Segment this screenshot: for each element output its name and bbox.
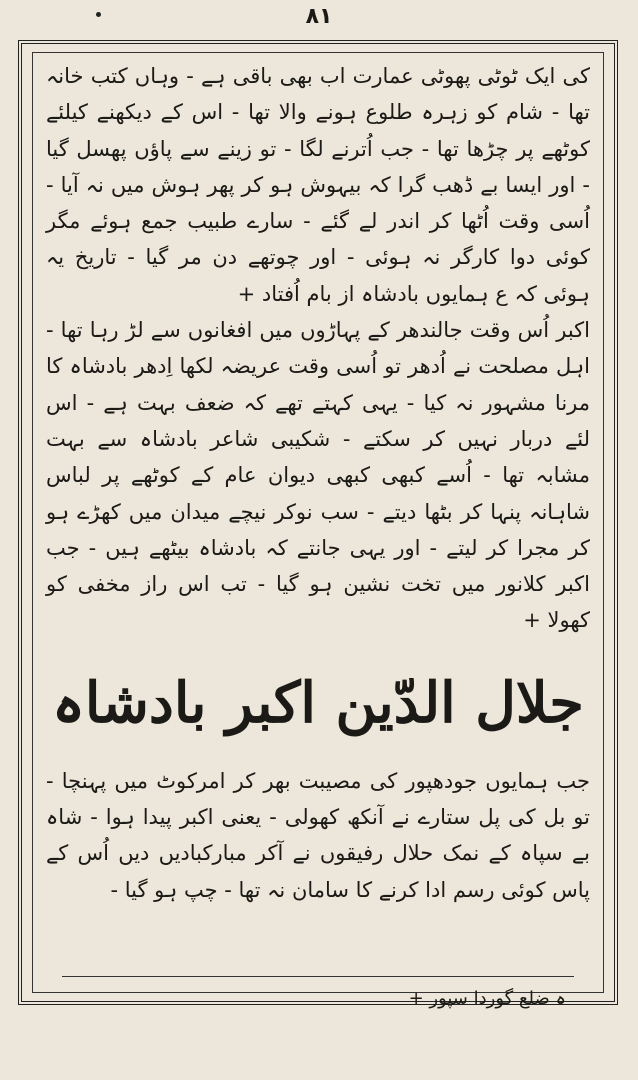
page-border bbox=[18, 40, 618, 1009]
ink-speck bbox=[96, 12, 101, 17]
footnote-divider bbox=[62, 976, 574, 977]
paragraph-2: اکبر اُس وقت جالندھر کے پہاڑوں میں افغانوں سے لڑ رہا تھا - اہل مصلحت نے اُدھر تو اُسی وقت عریضہ لکھا اِدھر بادشاہ کا مرنا مشہور نہ کیا - یہی کہتے تھے کہ ضعف بہت ہے - اس لئے دربار نہیں کر سکتے - شکیبی شاعر بادشاہ سے بہت مشابہ تھا - اُسے کبھی کبھی دیوان عام کے کوٹھے پر لباس شاہانہ پنہا کر بٹھا دیتے - سب نوکر نیچے میدان میں کھڑے ہو کر مجرا کر لیتے - اور یہی جانتے کہ بادشاہ بیٹھے ہیں - جب اکبر کلانور میں تخت نشین ہو گیا - تب اس راز مخفی کو کھولا + bbox=[46, 318, 590, 633]
page-number: ۸۱ bbox=[305, 4, 333, 29]
chapter-heading: جلال الدّین اکبر بادشاہ bbox=[52, 669, 584, 736]
paragraph-1: کی ایک ٹوٹی پھوٹی عمارت اب بھی باقی ہے - وہاں کتب خانہ تھا - شام کو زہرہ طلوع ہونے والا تھا - اس کے دیکھنے کیلئے کوٹھے پر چڑھا تھا - جب اُترنے لگا - تو زینے سے پاؤں پھسل گیا - اور ایسا بے ڈھب گرا کہ بیہوش ہو کر پھر ہوش میں نہ آیا - اُسی وقت اُٹھا کر اندر لے گئے - سارے طبیب جمع ہوئے مگر کوئی دوا کارگر نہ ہوئی - اور چوتھے دن مر گیا - تاریخ یہ ہوئی کہ ع ہمایوں بادشاہ از بام اُفتاد + bbox=[46, 64, 590, 306]
paragraph-3: جب ہمایوں جودھپور کی مصیبت بھر کر امرکوٹ میں پہنچا - تو بل کی پل ستارے نے آنکھ کھولی - یعنی اکبر پیدا ہوا - شاہ بے سپاہ کے نمک حلال رفیقوں نے آکر مبارکبادیں دیں اُس کے پاس کوئی رسم ادا کرنے کا سامان نہ تھا - چپ ہو گیا - bbox=[46, 768, 590, 902]
footnote: ہ ضلع گوردا سپور + bbox=[408, 988, 566, 1009]
body-text bbox=[46, 58, 590, 908]
